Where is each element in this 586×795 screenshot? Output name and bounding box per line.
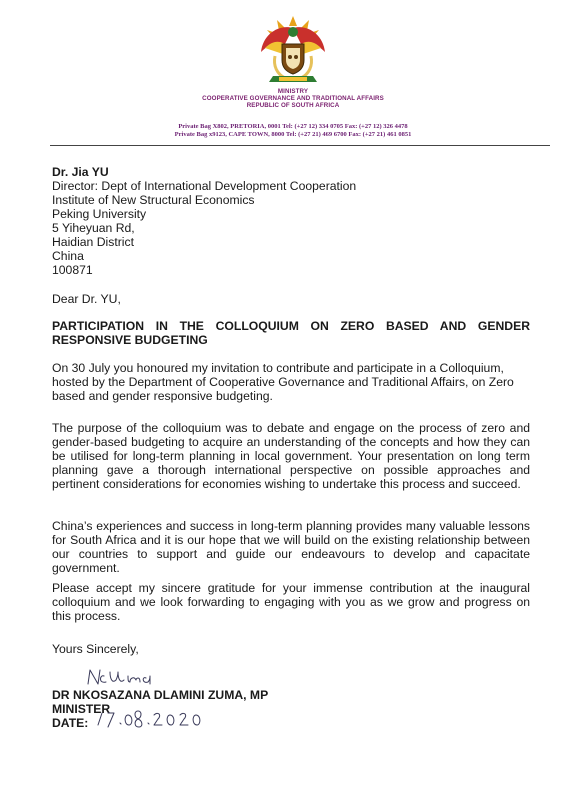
address-line: Director: Dept of International Development Cooperation bbox=[52, 179, 357, 193]
date-label: DATE: bbox=[52, 716, 89, 730]
coat-of-arms-icon bbox=[255, 14, 331, 86]
letterhead bbox=[0, 0, 586, 150]
recipient-address bbox=[52, 165, 530, 277]
department-name: COOPERATIVE GOVERNANCE AND TRADITIONAL AFFAIRS bbox=[202, 95, 384, 102]
signatory-title: MINISTER bbox=[52, 702, 111, 716]
handwritten-date bbox=[94, 705, 204, 731]
address-line: 5 Yiheyuan Rd, bbox=[52, 221, 135, 235]
body-paragraph: The purpose of the colloquium was to debate and engage on the process of zero and gender-based budgeting to acquire an understanding of the concepts and how they can be utilised for long-term planning in local government. Your presentation on long term planning gave a thorough international perspective on possible approaches and pertinent considerations for economies wishing to undertake this process and succeed. bbox=[52, 421, 530, 491]
subject-line: PARTICIPATION IN THE COLLOQUIUM ON ZERO BASED AND GENDER RESPONSIVE BUDGETING bbox=[52, 319, 530, 347]
contact-cape-town: Private Bag x9123, CAPE TOWN, 8000 Tel: (+27 21) 469 6700 Fax: (+27 21) 461 0851 bbox=[174, 131, 412, 138]
address-line: China bbox=[52, 249, 84, 263]
recipient-name: Dr. Jia YU bbox=[52, 165, 109, 179]
ministry-heading: MINISTRY bbox=[277, 88, 309, 95]
header-divider bbox=[50, 145, 550, 146]
body-paragraph: On 30 July you honoured my invitation to contribute and participate in a Colloquium, hosted by the Department of Cooperative Governance and Traditional Affairs, on Zero based and gender responsive budgeting. bbox=[52, 361, 514, 403]
address-line: Haidian District bbox=[52, 235, 134, 249]
address-line: 100871 bbox=[52, 263, 93, 277]
contact-pretoria: Private Bag X802, PRETORIA, 0001 Tel: (+27 12) 334 0705 Fax: (+27 12) 326 4478 bbox=[178, 123, 408, 130]
handwritten-signature bbox=[84, 666, 194, 688]
salutation: Dear Dr. YU, bbox=[52, 292, 121, 306]
signatory-name: DR NKOSAZANA DLAMINI ZUMA, MP bbox=[52, 688, 269, 702]
closing: Yours Sincerely, bbox=[52, 642, 139, 656]
country-name: REPUBLIC OF SOUTH AFRICA bbox=[246, 102, 340, 109]
body-paragraph: Please accept my sincere gratitude for your immense contribution at the inaugural colloquium and we look forwarding to engaging with you as we grow and progress on this process. bbox=[52, 581, 530, 623]
address-line: Institute of New Structural Economics bbox=[52, 193, 255, 207]
body-paragraph: China’s experiences and success in long-term planning provides many valuable lessons for South Africa and it is our hope that we will build on the existing relationship between our countries to support and guide our endeavours to develop and capacitate government. bbox=[52, 519, 530, 575]
address-line: Peking University bbox=[52, 207, 147, 221]
